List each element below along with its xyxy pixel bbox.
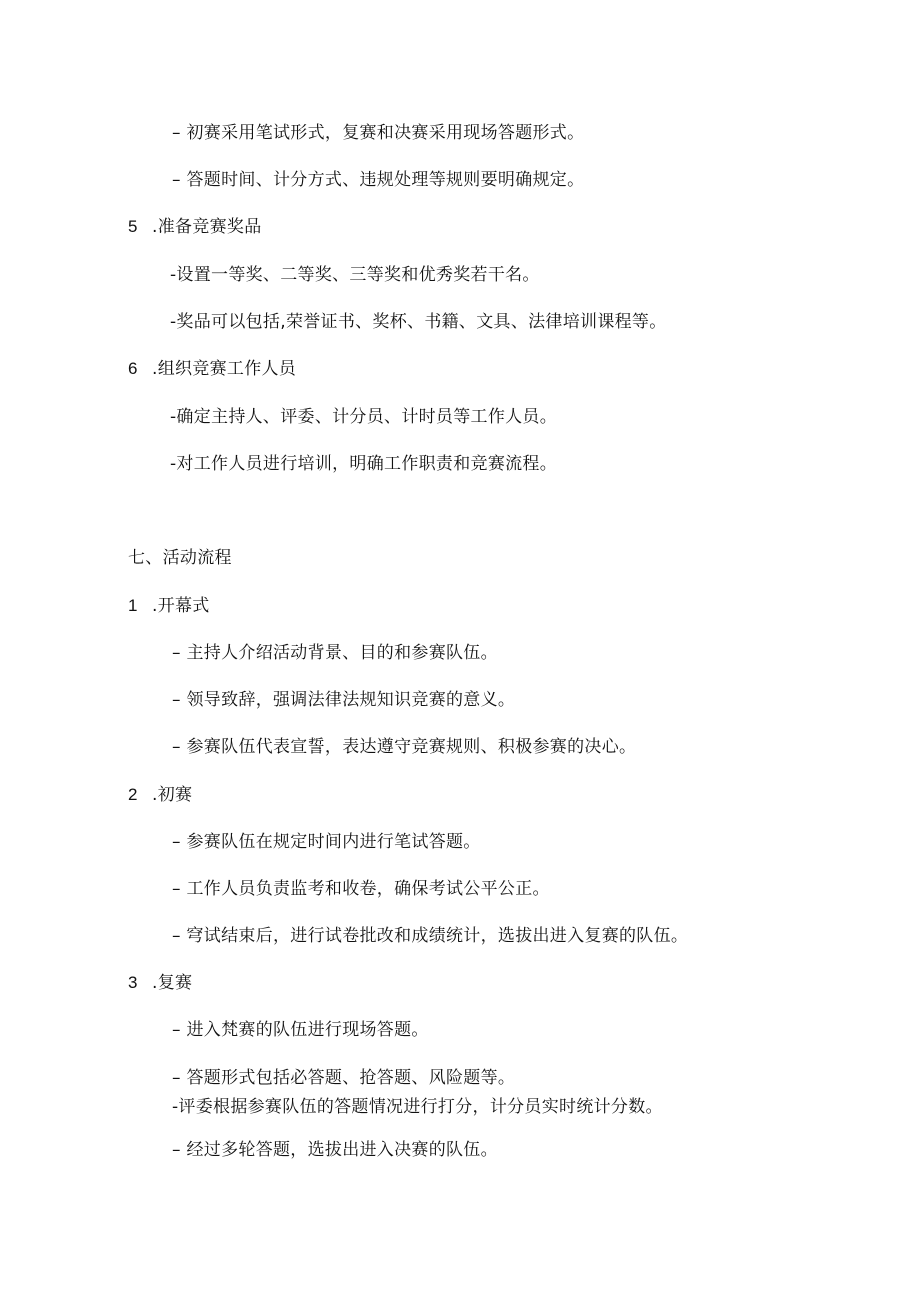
- bullet-line: – 进入梵赛的队伍进行现场答题。: [172, 1020, 429, 1040]
- bullet-line: – 经过多轮答题，选拔出进入决赛的队伍。: [172, 1140, 498, 1160]
- heading-text: .准备竞赛奖品: [152, 217, 262, 237]
- bullet-line: – 参赛队伍在规定时间内进行笔试答题。: [172, 832, 481, 852]
- heading-number: 2: [128, 785, 138, 804]
- bullet-line: – 答题形式包括必答题、抢答题、风险题等。: [172, 1068, 516, 1088]
- bullet-line: – 穹试结束后，进行试卷批改和成绩统计，选拔出进入复赛的队伍。: [172, 926, 689, 946]
- bullet-line: – 领导致辞，强调法律法规知识竞赛的意义。: [172, 690, 516, 710]
- heading-number: 3: [128, 973, 138, 992]
- bullet-line: – 参赛队伍代表宣誓，表达遵守竞赛规则、积极参赛的决心。: [172, 737, 637, 757]
- numbered-heading: [128, 972, 192, 994]
- section-heading: 七、活动流程: [128, 548, 232, 568]
- bullet-line: – 工作人员负责监考和收卷，确保考试公平公正。: [172, 879, 550, 899]
- heading-text: .开幕式: [152, 596, 210, 616]
- heading-number: 5: [128, 217, 138, 236]
- bullet-line: – 主持人介绍活动背景、目的和参赛队伍。: [172, 643, 498, 663]
- heading-number: 6: [128, 359, 138, 378]
- numbered-heading: [128, 358, 296, 380]
- numbered-heading: [128, 216, 262, 238]
- bullet-line: – 答题时间、计分方式、违规处理等规则要明确规定。: [172, 170, 585, 190]
- bullet-line: -设置一等奖、二等奖、三等奖和优秀奖若干名。: [170, 265, 540, 285]
- bullet-line: -评委根据参赛队伍的答题情况进行打分，计分员实时统计分数。: [172, 1097, 663, 1117]
- numbered-heading: [128, 595, 210, 617]
- bullet-line: -对工作人员进行培训，明确工作职责和竞赛流程。: [170, 454, 558, 474]
- heading-text: .初赛: [152, 785, 193, 805]
- bullet-line: -奖品可以包括,荣誉证书、奖杯、书籍、文具、法律培训课程等。: [170, 312, 667, 332]
- heading-number: 1: [128, 596, 138, 615]
- heading-text: .复赛: [152, 973, 193, 993]
- bullet-line: – 初赛采用笔试形式，复赛和决赛采用现场答题形式。: [172, 123, 585, 143]
- heading-text: .组织竞赛工作人员: [152, 359, 297, 379]
- bullet-line: -确定主持人、评委、计分员、计时员等工作人员。: [170, 407, 558, 427]
- numbered-heading: [128, 784, 192, 806]
